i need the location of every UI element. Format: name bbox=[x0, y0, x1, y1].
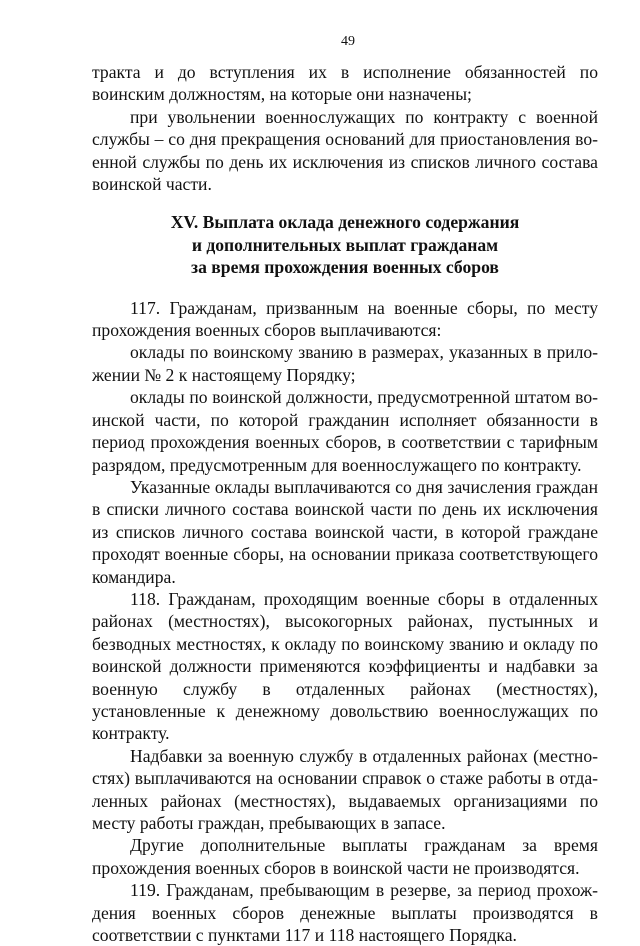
intro-paragraph-continued: тракта и до вступления их в исполнение обязанностей по воинским должностям, на которые они назначены; bbox=[92, 62, 598, 105]
paragraph-117-item-position-salary: оклады по воинской должности, предусмотренной штатом воинской части, по которой гражданин исполняет обязанности в период прохождения военных сборов, в соответствии с тарифным разрядом, предусмотренным для военнослужащего по контракту. bbox=[92, 387, 598, 475]
section-heading-line: за время прохождения военных сборов bbox=[191, 257, 499, 278]
paragraph-118-allowances: Надбавки за военную службу в отдаленных районах (местностях) выплачиваются на основании справок о стаже работы в отдаленных районах (местностях), выдаваемых организациями по месту работы граждан, пребывающих в запасе. bbox=[92, 745, 598, 833]
section-heading bbox=[92, 211, 598, 278]
paragraph-117-salary-period: Указанные оклады выплачиваются со дня зачисления граждан в списки личного состава воинской части по день их исключения из списков личного состава воинской части, в которой граждане проходят военные сборы, на основании приказа соответствующего командира. bbox=[92, 476, 598, 587]
paragraph-117: 117. Гражданам, призванным на военные сборы, по месту прохождения военных сборов выплачиваются: bbox=[92, 297, 598, 341]
paragraph-118-other-payments: Другие дополнительные выплаты гражданам за время прохождения военных сборов в воинской части не производятся. bbox=[92, 835, 598, 878]
paragraph-118: 118. Гражданам, проходящим военные сборы в отдаленных районах (местностях), высокогорных районах, пустынных и безводных местностях, к окладу по воинскому званию и окладу по воинской должности применяются коэффициенты и надбавки за военную службу в отдаленных районах (местностях), установленные к денежному довольствию военнослужащих по контракту. bbox=[92, 588, 598, 744]
paragraph-119: 119. Гражданам, пребывающим в резерве, за период прохождения военных сборов денежные выплаты производятся в соответствии с пунктами 117 и 118 настоящего Порядка. bbox=[92, 880, 598, 946]
section-heading-line: и дополнительных выплат гражданам bbox=[191, 234, 499, 255]
paragraph-117-item-rank-salary: оклады по воинскому званию в размерах, указанных в приложении № 2 к настоящему Порядку; bbox=[92, 342, 598, 385]
page-number: 49 bbox=[341, 34, 355, 49]
intro-paragraph: при увольнении военнослужащих по контракту с военной службы – со дня прекращения оснований для приостановления военной службы по день их исключения из списков личного состава воинской части. bbox=[92, 106, 598, 195]
section-heading-line: XV. Выплата оклада денежного содержания bbox=[170, 212, 520, 233]
